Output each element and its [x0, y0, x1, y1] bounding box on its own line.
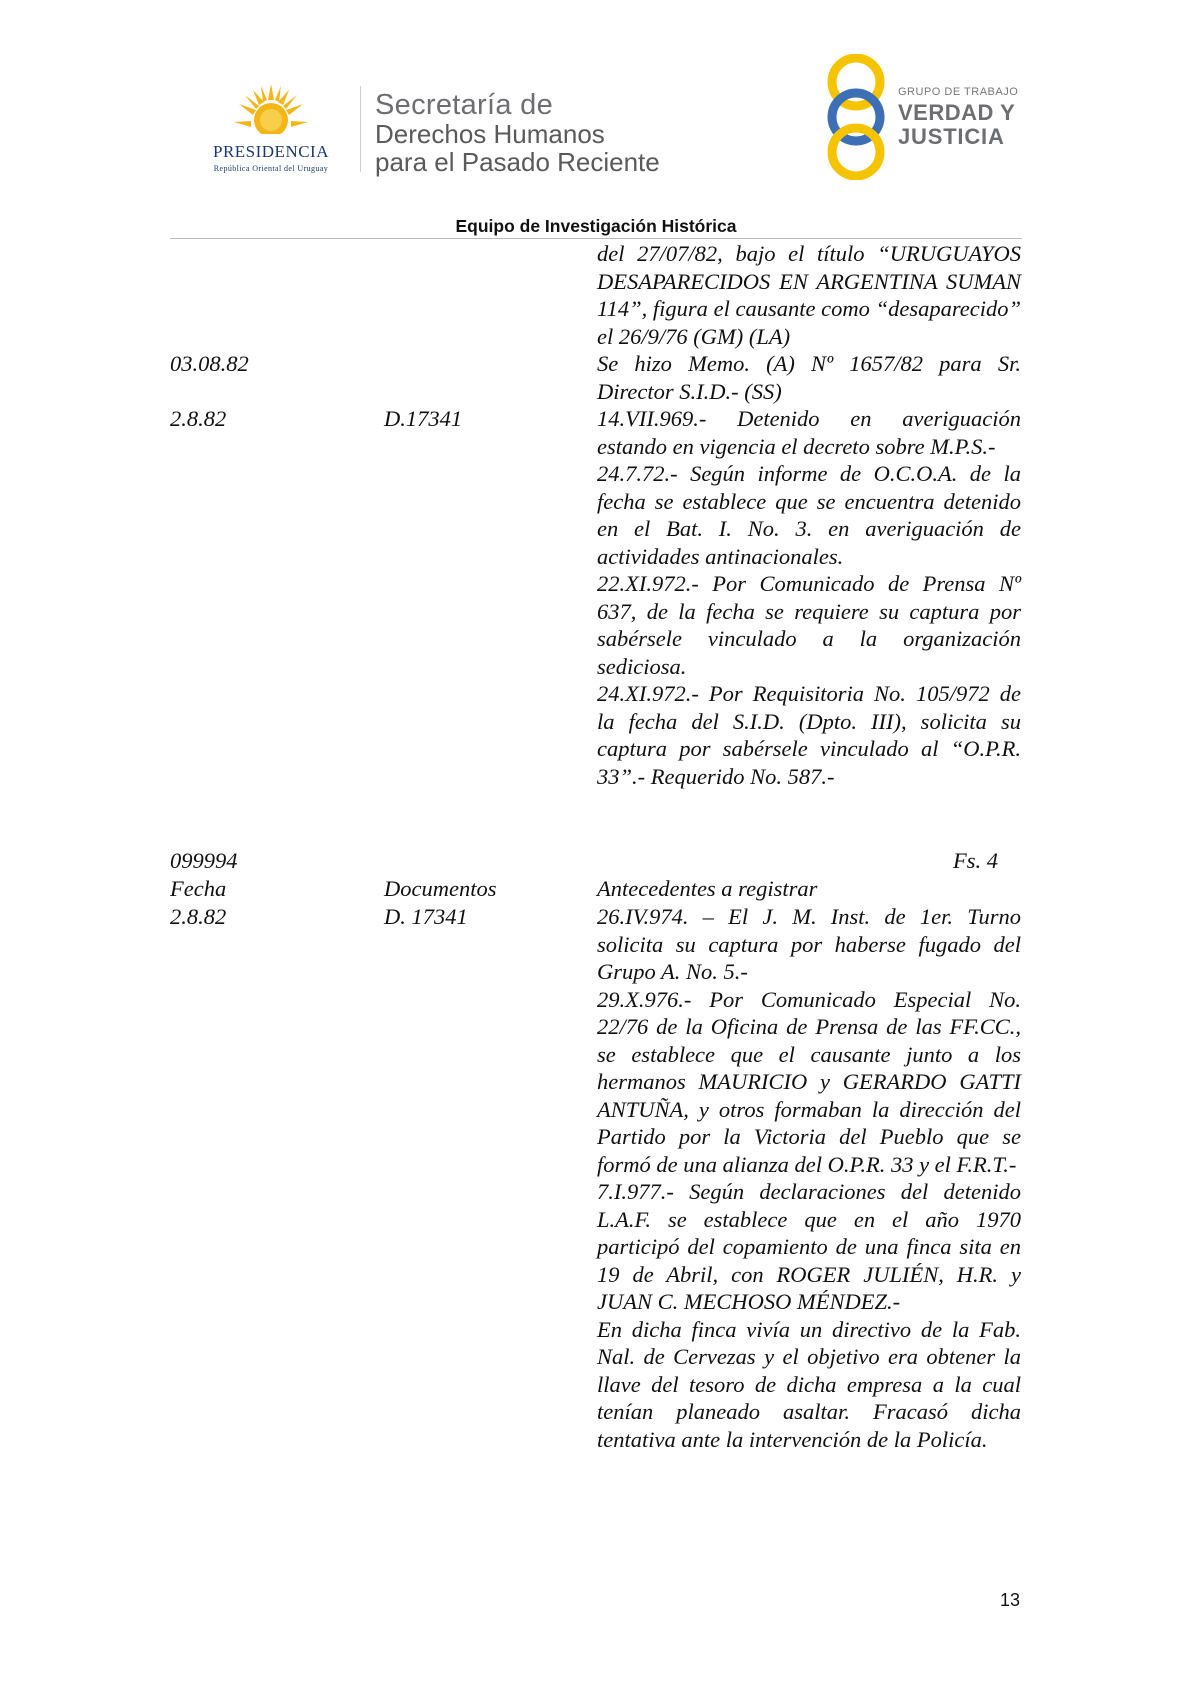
entry-text-block	[597, 350, 1021, 405]
heading-date: Fecha	[170, 876, 227, 901]
interlinked-rings-icon	[820, 54, 892, 180]
entry-date: 2.8.82	[170, 406, 227, 431]
entry-date: 03.08.82	[170, 351, 249, 376]
secretaria-line-3: para el Pasado Reciente	[375, 147, 660, 177]
entry-paragraph: En dicha finca vivía un directivo de la Fab. Nal. de Cervezas y el objetivo era obtener la llave del tesoro de dicha empresa a la cual tenían planeado asaltar. Fracasó dicha tentativa ante la intervención de la Policía.	[597, 1316, 1021, 1452]
presidencia-logo	[196, 82, 346, 177]
header-rule	[170, 238, 1022, 239]
entry-document: D.17341	[384, 406, 463, 431]
header-divider	[360, 86, 361, 172]
verdad-justicia-logo	[820, 54, 1030, 180]
grupo-line-1: VERDAD Y	[898, 100, 1016, 125]
presidencia-subtitle: República Oriental del Uruguay	[213, 164, 329, 173]
page-number: 13	[1000, 1590, 1021, 1610]
entry-text-block	[597, 903, 1021, 1453]
entry-text-block	[597, 405, 1021, 790]
heading-documents: Documentos	[384, 876, 497, 901]
secretaria-line-2: Derechos Humanos	[375, 119, 605, 149]
folio-number: Fs. 4	[953, 848, 998, 873]
secretaria-logo	[375, 90, 660, 176]
entry-paragraph: 14.VII.969.- Detenido en averiguación estando en vigencia el decreto sobre M.P.S.-	[597, 406, 1021, 459]
entry-paragraph: 24.7.72.- Según informe de O.C.O.A. de la fecha se establece que se encuentra detenido en el Bat. I. No. 3. en averiguación de actividades antinacionales.	[597, 461, 1021, 569]
entry-date: 2.8.82	[170, 904, 227, 929]
entry-paragraph: 7.I.977.- Según declaraciones del detenido L.A.F. se establece que en el año 1970 participó del copamiento de una finca sita en 19 de Abril, con ROGER JULIÉN, H.R. y JUAN C. MECHOSO MÉNDEZ.-	[597, 1179, 1021, 1314]
entry-text-block	[597, 240, 1021, 350]
team-title: Equipo de Investigación Histórica	[455, 216, 737, 236]
entry-paragraph: 22.XI.972.- Por Comunicado de Prensa Nº 637, de la fecha se requiere su captura por sabérsele vinculado a la organización sediciosa.	[597, 571, 1021, 679]
sun-emblem-icon	[233, 82, 309, 144]
grupo-line-2: JUSTICIA	[898, 124, 1005, 149]
entry-document: D. 17341	[384, 904, 468, 929]
entry-paragraph: 29.X.976.- Por Comunicado Especial No. 22/76 de la Oficina de Prensa de las FF.CC., se establece que el causante junto a los hermanos MAURICIO y GERARDO GATTI ANTUÑA, y otros formaban la dirección del Partido por la Victoria del Pueblo que se formó de una alianza del O.P.R. 33 y el F.R.T.-	[597, 986, 1021, 1177]
heading-antecedentes: Antecedentes a registrar	[597, 876, 818, 901]
entry-paragraph: 24.XI.972.- Por Requisitoria No. 105/972 de la fecha del S.I.D. (Dpto. III), solicita su captura por sabérsele vinculado al “O.P.R. 33”.- Requerido No. 587.-	[597, 681, 1021, 789]
grupo-small-label: GRUPO DE TRABAJO	[898, 86, 1019, 98]
presidencia-name: PRESIDENCIA	[212, 142, 329, 161]
entry-paragraph: Se hizo Memo. (A) Nº 1657/82 para Sr. Director S.I.D.- (SS)	[597, 351, 1021, 404]
folio-code: 099994	[170, 848, 238, 873]
entry-paragraph: del 27/07/82, bajo el título “URUGUAYOS DESAPARECIDOS EN ARGENTINA SUMAN 114”, figura el causante como “desaparecido” el 26/9/76 (GM) (LA)	[597, 241, 1021, 349]
entry-paragraph: 26.IV.974. – El J. M. Inst. de 1er. Turno solicita su captura por haberse fugado del Grupo A. No. 5.-	[597, 904, 1021, 984]
secretaria-line-1: Secretaría de	[375, 89, 553, 121]
